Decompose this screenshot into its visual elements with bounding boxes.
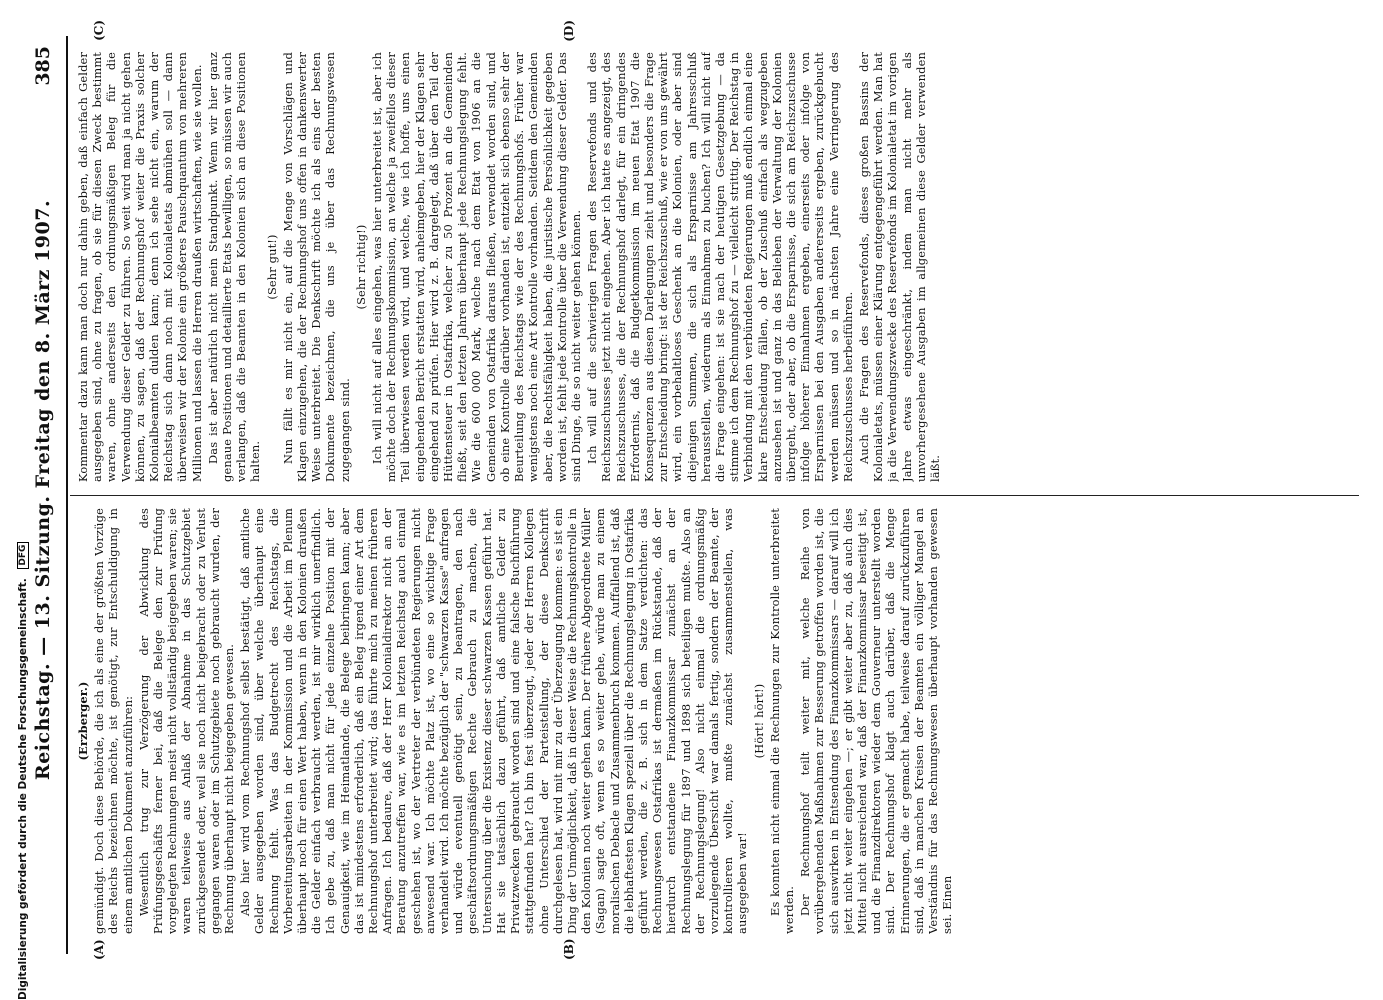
- interjection: (Sehr gut!): [264, 234, 279, 300]
- header-rule: [66, 36, 68, 954]
- credit-text: Digitalisierung gefördert durch die Deutsche Forschungsgemeinschaft.: [17, 578, 29, 1000]
- margin-mark-b: (B): [562, 938, 576, 960]
- speaker-name: (Erzberger.): [76, 681, 90, 761]
- dfg-logo: DFG: [17, 542, 29, 569]
- paragraph: Kommentar dazu kann man doch nur dahin geben, daß einfach Gelder ausgegeben sind, ohne zu fragen, ob sie für diesen Zweck bestimmt waren, ohne anderseits den ordnungsmäßigen Beleg für die Verwendung dieser Gelder zu führen. So weit wird man ja nicht gehen können, zu sagen, daß der Rechnungshof weiter die Praxis solcher Kolonialbeamten dulden kann; denn ich sehe nicht ein, warum der Reichstag sich dann noch mit Kolonialetats abmühen soll — dann überweisen wir der Kolonie ein größeres Pauschquantum von mehreren Millionen und lassen die Herren draußen wirtschaften, wie sie wollen.: [76, 52, 204, 482]
- paragraph: Nun fällt es mir nicht ein, auf die Menge von Vorschlägen und Klagen einzugehen, die der Rechnungshof uns offen in dankenswerter Weise unterbreitet. Die Denkschrift möchte ich als eins der besten Dokumente bezeichnen, die uns je über das Rechnungswesen zugegangen sind.: [280, 52, 352, 482]
- paragraph: Der Rechnungshof teilt weiter mit, welche Reihe von vorübergehenden Maßnahmen zur Besserung getroffen worden ist, die sich auswirken in Entsendung des Finanzkommissars — darauf will ich jetzt nicht weiter eingehen —; er gibt weiter aber zu, daß auch dies Mittel nicht ausreichend war, daß der Finanzkommissar beseitigt ist, und die Finanzdirektoren wieder dem Gouverneur unterstellt worden sind. Der Rechnungshof klagt auch darüber, daß die Menge Erinnerungen, die er gemacht habe, teilweise darauf zurückzuführen sind, daß in manchen Kreisen der Beamten ein völliger Mangel an Verständnis für das Rechnungswesen überhaupt vorhanden gewesen sei. Einen: [798, 508, 955, 934]
- margin-mark-a: (A): [92, 939, 106, 960]
- left-column: [76, 508, 1359, 934]
- interjection: (Hört! hört!): [751, 683, 766, 759]
- page-body: [6, 6, 1377, 994]
- quotation: Wesentlich trug zur Verzögerung der Abwicklung des Prüfungsgeschäfts ferner bei, daß die Belege den zur Prüfung vorgelegten Rechnungen meist nicht vollständig beigegeben waren; sie waren teilweise aus Anlaß der Abnahme in das Schutzgebiet zurückgesendet oder, weil sie noch nicht beigebracht oder zu Verlust gegangen waren oder im Schutzgebiete noch gebraucht wurden, der Rechnung überhaupt nicht beigegeben gewesen.: [136, 508, 237, 934]
- paragraph: gemündigt. Doch diese Behörde, die ich als eine der größten Vorzüge des Reichs bezeichnen möchte, ist genötigt, zur Entschuldigung in einem amtlichen Dokument anzuführen:: [92, 508, 135, 934]
- paragraph: Ich will nicht auf alles eingehen, was hier unterbreitet ist, aber ich möchte doch der Rechnungskommission, an welche ja zweifellos dieser Teil überwiesen werden wird, und welche, wie ich hoffe, uns einen eingehenden Bericht erstatten wird, anheimgeben, hier der Klagen sehr eingehend zu prüfen. Hier wird z. B. dargelegt, daß über den Teil der Hüttensteuer in Ostafrika, welcher zu 50 Prozent an die Gemeinden fließt, seit den letzten Jahren überhaupt jede Rechnungslegung fehlt. Wie die 600 000 Mark, welche nach dem Etat von 1906 an die Gemeinden von Ostafrika daraus fließen, verwendet worden sind, und ob eine Kontrolle darüber vorhanden ist, entzieht sich ebenso sehr der Beurteilung des Reichstags wie der des Rechnungshofs. Früher war wenigstens noch eine Art Kontrolle vorhanden. Seitdem den Gemeinden aber, die Rechtsfähigkeit haben, die juristische Persönlichkeit gegeben worden ist, fehlt jede Kontrolle über die Verwendung dieser Gelder. Das sind Dinge, die so nicht weiter gehen können.: [370, 52, 583, 482]
- margin-mark-c: (C): [92, 20, 106, 41]
- interjection: (Sehr richtig!): [353, 224, 368, 310]
- running-header: [32, 46, 62, 934]
- digitization-credit: [2, 0, 29, 1000]
- paragraph: Also hier wird vom Rechnungshof selbst bestätigt, daß amtliche Gelder ausgegeben worden sind, über welche überhaupt eine Rechnung fehlt. Was das Budgetrecht des Reichstags, die Vorbereitungsarbeiten in der Kommission und die Arbeit im Plenum überhaupt noch für einen Wert haben, wenn in den Kolonien draußen die Gelder einfach verbraucht werden, ist mir wirklich unerfindlich. Ich gebe zu, daß man nicht für jede einzelne Position mit der Genauigkeit, wie im Heimatlande, die Belege beibringen kann; aber das ist mindestens erforderlich, daß ein Beleg irgend einer Art dem Rechnungshof unterbreitet wird; das führte mich zu meinen früheren Anfragen. Ich bedaure, daß der Herr Kolonialdirektor nicht an der Beratung anzutreffen war, wie es im letzten Reichstag auch einmal geschehen ist, wo der Vertreter der verbündeten Regierungen nicht anwesend war. Ich möchte Platz ist, wo eine so wichtige Frage verhandelt wird. Ich möchte bezüglich der "schwarzen Kasse" anfragen und würde eventuell genötigt sein, zu beantragen, den nach geschäftsordnungsmäßigen Rechte Gebrauch zu machen, die Untersuchung über die Existenz dieser schwarzen Kassen geführt hat. Hat sie tatsächlich dazu geführt, daß amtliche Gelder zu Privatzwecken gebraucht worden sind und eine falsche Buchführung stattgefunden hat? Ich bin fest überzeugt, jeder der Herren Kollegen ohne Unterschied der Parteistellung, der diese Denkschrift durchgelesen hat, wird mit mir zu der Überzeugung kommen: es ist ein Ding der Unmöglichkeit, daß in dieser Weise die Rechnungskontrolle in den Kolonien noch weiter gehen kann. Der frühere Abgeordnete Müller (Sagan) sagte oft, wenn es so weiter gehe, würde man zu einem moralischen Debacle und Zusammenbruch kommen. Auffallend ist, daß die lebhaftesten Klagen speziell über die Rechnungslegung in Ostafrika geführt werden, die z. B. sich in dem Satze verdichten: das Rechnungswesen Ostafrikas ist dermaßen im Rückstande, daß der hierdurch entstandene Finanzkommissar zunächst an der Rechnungslegung für 1897 und 1898 sich beteiligen mußte. Also an der Rechnungslegung! Also nicht einmal die ordnungsmäßig vorzulegende Übersicht war damals fertig, sondern der Beamte, der kontrollieren wollte, mußte zunächst zusammenstellen, was ausgegeben war!: [238, 508, 750, 934]
- paragraph: Es konnten nicht einmal die Rechnungen zur Kontrolle unterbreitet werden.: [767, 508, 796, 934]
- header-title: Reichstag. — 13. Sitzung. Freitag den 8. März 1907.: [32, 199, 54, 781]
- paragraph: Ich will auf die schwierigen Fragen des Reservefonds und des Reichszuschusses jetzt nicht eingehen. Aber ich hatte es angezeigt, des Reichszuschusses, die der Rechnungshof darlegt, für ein dringendes Erfordernis, daß die Budgetkommission im neuen Etat 1907 die Konsequenzen aus diesen Darlegungen zieht und besonders die Frage zur Entscheidung bringt: ist der Reichszuschuß, wie er von uns gewährt wird, ein vorbehaltloses Geschenk an die Kolonien, oder aber sind diejenigen Summen, die sich als Ersparnisse am Jahresschluß herausstellen, wiederum als Einnahmen zu buchen? Ich will nicht auf die Frage eingehen: ist sie nach der heutigen Gesetzgebung — da stimme ich dem Rechnungshof zu — vielleicht strittig. Der Reichstag in Verbindung mit den verbündeten Regierungen muß endlich einmal eine klare Entscheidung fällen, ob der Zuschuß einfach als wegzugeben anzusehen ist und ganz in das Belieben der Verwaltung der Kolonien übergeht, oder aber, ob die Ersparnisse, die sich am Reichszuschusse infolge höherer Einnahmen ergeben, einerseits oder infolge von Ersparnissen bei den Ausgaben andererseits ergeben, zurückgebucht werden müssen und so in nächsten Jahre eine Verringerung des Reichszuschusses herbeiführen.: [585, 52, 855, 482]
- page-number: 385: [32, 46, 54, 86]
- margin-mark-d: (D): [562, 20, 576, 42]
- paragraph: Auch die Fragen des Reservefonds, dieses großen Bassins der Kolonialetats, müssen einer Klärung entgegengeführt werden. Man hat ja die Verwendungszwecke des Reservefonds im Kolonialetat im vorigen Jahre etwas eingeschränkt, indem man nicht mehr als unvorhergesehene Ausgaben im allgemeinen diese Gelder verwenden läßt.: [856, 52, 942, 482]
- paragraph: Das ist aber natürlich nicht mein Standpunkt. Wenn wir hier ganz genaue Positionen und detaillierte Etats bewilligen, so müssen wir auch verlangen, daß die Beamten in den Kolonien sich an diese Positionen halten.: [205, 52, 263, 482]
- right-column: [76, 52, 1359, 482]
- column-divider: [70, 495, 1359, 496]
